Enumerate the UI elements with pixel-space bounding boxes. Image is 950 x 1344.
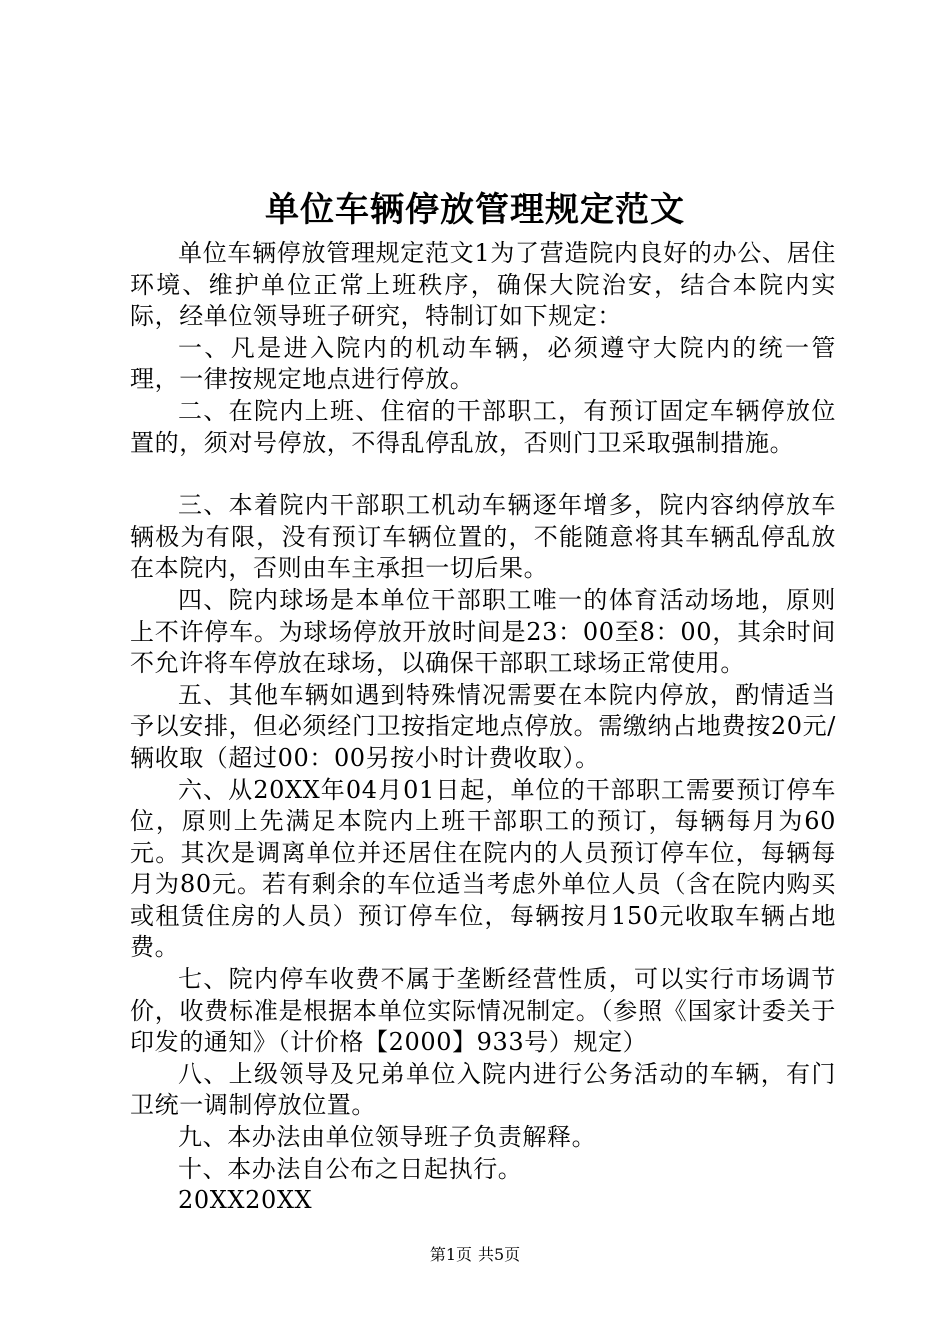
paragraph-rule-10: 十、本办法自公布之日起执行。 <box>178 1154 523 1183</box>
paragraph-rule-7: 七、院内停车收费不属于垄断经营性质，可以实行市场调节价，收费标准是根据本单位实际情况制定。（参照《国家计委关于印发的通知》（计价格【2000】933号）规定） <box>130 965 836 1057</box>
paragraph-rule-9: 九、本办法由单位领导班子负责解释。 <box>178 1123 597 1152</box>
paragraph-rule-4: 四、院内球场是本单位干部职工唯一的体育活动场地，原则上不许停车。为球场停放开放时间是23：00至8：00，其余时间不允许将车停放在球场，以确保干部职工球场正常使用。 <box>130 585 836 678</box>
page-footer <box>0 1244 950 1266</box>
paragraph-rule-8: 八、上级领导及兄弟单位入院内进行公务活动的车辆，有门卫统一调制停放位置。 <box>130 1059 836 1120</box>
document-body <box>130 238 836 1217</box>
page-number: 第1页 <box>429 1245 472 1264</box>
paragraph-rule-2: 二、在院内上班、住宿的干部职工，有预订固定车辆停放位置的，须对号停放，不得乱停乱放，否则门卫采取强制措施。 <box>130 396 836 457</box>
paragraph-rule-5: 五、其他车辆如遇到特殊情况需要在本院内停放，酌情适当予以安排，但必须经门卫按指定地点停放。需缴纳占地费按20元/辆收取（超过00：00另按小时计费收取）。 <box>130 680 836 772</box>
paragraph-rule-6: 六、从20XX年04月01日起，单位的干部职工需要预订停车位，原则上先满足本院内上班干部职工的预订，每辆每月为60元。其次是调离单位并还居住在院内的人员预订停车位，每辆每月为80元。若有剩余的车位适当考虑外单位人员（含在院内购买或租赁住房的人员）预订停车位，每辆按月150元收取车辆占地费。 <box>130 775 836 962</box>
signature-date: 20XX20XX <box>178 1186 313 1215</box>
page-total: 共5页 <box>478 1245 521 1264</box>
paragraph-intro: 单位车辆停放管理规定范文1为了营造院内良好的办公、居住环境、维护单位正常上班秩序，确保大院治安，结合本院内实际，经单位领导班子研究，特制订如下规定： <box>130 239 836 331</box>
paragraph-rule-3: 三、本着院内干部职工机动车辆逐年增多，院内容纳停放车辆极为有限，没有预订车辆位置的，不能随意将其车辆乱停乱放在本院内，否则由车主承担一切后果。 <box>130 491 836 583</box>
paragraph-rule-1: 一、凡是进入院内的机动车辆，必须遵守大院内的统一管理，一律按规定地点进行停放。 <box>130 333 836 394</box>
document-title: 单位车辆停放管理规定范文 <box>265 190 685 230</box>
